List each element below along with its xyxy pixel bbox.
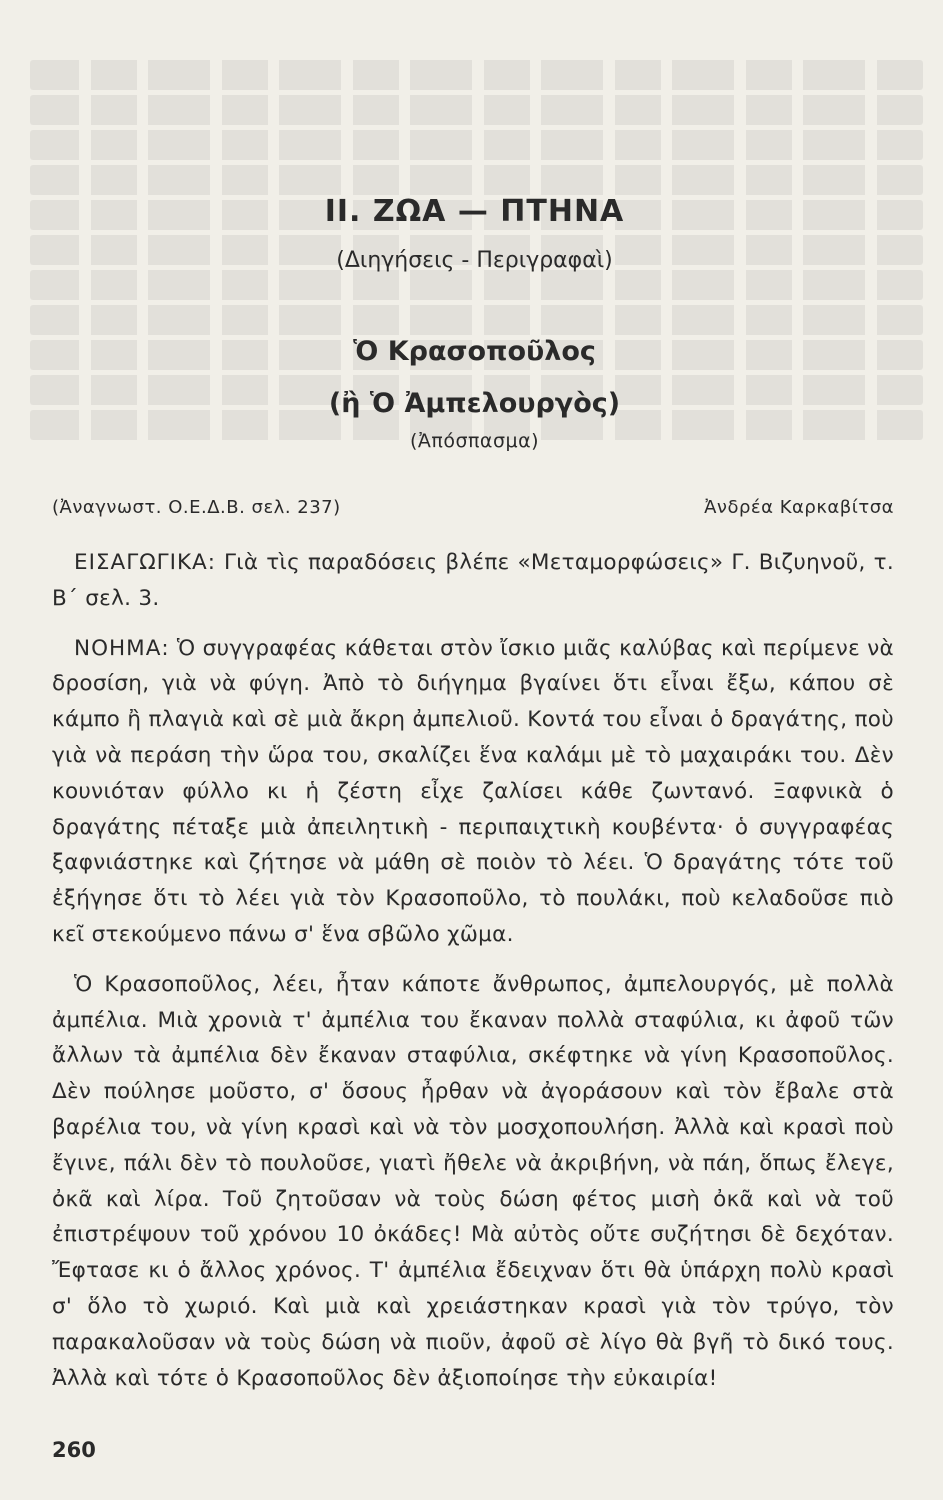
body-text: [52, 545, 894, 1396]
story-title: Ὁ Κρασοποῦλος: [353, 336, 596, 367]
source-line: [52, 497, 894, 518]
author-name: Ἀνδρέα Καρκαβίτσα: [704, 497, 894, 518]
section-subtitle: (Διηγήσεις - Περιγραφαὶ): [336, 248, 613, 273]
paragraph-text: Γιὰ τὶς παραδόσεις βλέπε «Μεταμορφώσεις» Γ. Βιζυηνοῦ, τ. Β΄ σελ. 3.: [52, 550, 895, 611]
paragraph-story: [52, 967, 894, 1397]
paragraph-text: Ὁ Κρασοποῦλος, λέει, ἦταν κάποτε ἄνθρωπος, ἀμπελουργός, μὲ πολλὰ ἀμπέλια. Μιὰ χρονιὰ τ' ἀμπέλια του ἔκαναν πολλὰ σταφύλια, κι ἀφοῦ τῶν ἄλλων τὰ ἀμπέλια δὲν ἔκαναν σταφύλια, σκέφτηκε νὰ γίνη Κρασοποῦλος. Δὲν πούλησε μοῦστο, σ' ὅσους ἦρθαν νὰ ἀγοράσουν καὶ τὸν ἔβαλε στὰ βαρέλια του, νὰ γίνη κρασὶ καὶ νὰ τὸν μοσχοπουλήση. Ἀλλὰ καὶ κρασὶ ποὺ ἔγινε, πάλι δὲν τὸ πουλοῦσε, γιατὶ ἤθελε νὰ ἀκριβήνη, νὰ πάη, ὅπως ἔλεγε, ὀκᾶ καὶ λίρα. Τοῦ ζητοῦσαν νὰ τοὺς δώση φέτος μισὴ ὀκᾶ καὶ νὰ τοῦ ἐπιστρέψουν τοῦ χρόνου 10 ὀκάδες! Μὰ αὐτὸς οὔτε συζήτησι δὲ δεχόταν. Ἔφτασε κι ὁ ἄλλος χρόνος. Τ' ἀμπέλια ἔδειχναν ὅτι θὰ ὑπάρχη πολὺ κρασὶ σ' ὅλο τὸ χωριό. Καὶ μιὰ καὶ χρειάστηκαν κρασὶ γιὰ τὸν τρύγο, τὸν παρακαλοῦσαν νὰ τοὺς δώση νὰ πιοῦν, ἀφοῦ σὲ λίγο θὰ βγῆ τὸ δικό τους. Ἀλλὰ καὶ τότε ὁ Κρασοποῦλος δὲν ἀξιοποίησε τὴν εὐκαιρία!: [52, 971, 894, 1391]
section-title: ΙΙ. ΖΩΑ — ΠΤΗΝΑ: [324, 194, 625, 229]
story-alt-title: (ἢ Ὁ Ἀμπελουργὸς): [328, 388, 621, 419]
paragraph-text: Ὁ συγγραφέας κάθεται στὸν ἴσκιο μιᾶς καλύβας καὶ περίμενε νὰ δροσίση, γιὰ νὰ φύγη. Ἀπὸ τὸ διήγημα βγαίνει ὅτι εἶναι ἔξω, κάπου σὲ κάμπο ἢ πλαγιὰ καὶ σὲ μιὰ ἄκρη ἀμπελιοῦ. Κοντά του εἶναι ὁ δραγάτης, ποὺ γιὰ νὰ περάση τὴν ὥρα του, σκαλίζει ἕνα καλάμι μὲ τὸ μαχαιράκι του. Δὲν κουνιόταν φύλλο κι ἡ ζέστη εἶχε ζαλίσει κάθε ζωντανό. Ξαφνικὰ ὁ δραγάτης πέταξε μιὰ ἀπειλητικὴ - περιπαιχτικὴ κουβέντα· ὁ συγγραφέας ξαφνιάστηκε καὶ ζήτησε νὰ μάθη σὲ ποιὸν τὸ λέει. Ὁ δραγάτης τότε τοῦ ἐξήγησε ὅτι τὸ λέει γιὰ τὸν Κρασοποῦλο, τὸ πουλάκι, ποὺ κελαδοῦσε πιὸ κεῖ στεκούμενο πάνω σ' ἕνα σβῶλο χῶμα.: [52, 635, 894, 947]
page-number: 260: [52, 1438, 96, 1462]
paragraph-introduction: [52, 545, 894, 617]
paragraph-label: ΕΙΣΑΓΩΓΙΚΑ:: [74, 550, 216, 575]
book-page: [52, 0, 902, 1500]
paragraph-meaning: [52, 631, 894, 953]
source-reference: (Ἀναγνωστ. Ο.Ε.Δ.Β. σελ. 237): [52, 497, 341, 518]
paragraph-label: ΝΟΗΜΑ:: [74, 635, 170, 661]
excerpt-note: (Ἀπόσπασμα): [409, 430, 540, 452]
